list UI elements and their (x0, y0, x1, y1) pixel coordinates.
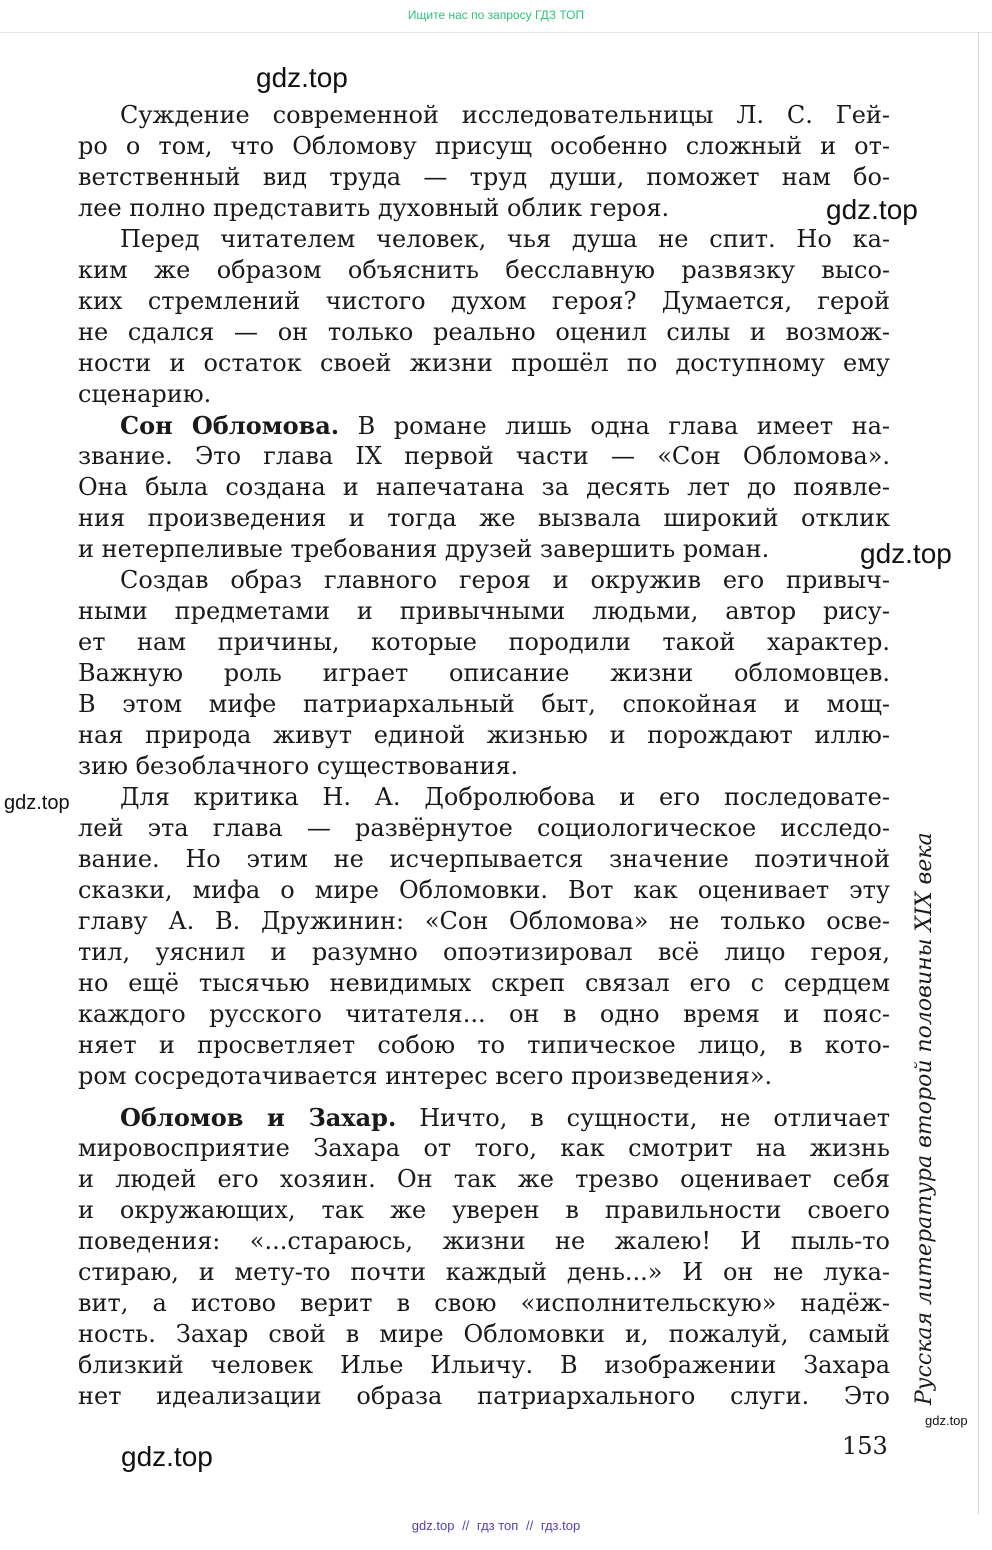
text-line: стираю, и мету-то почти каждый день...» И он не лука- (78, 1258, 890, 1286)
footer-link[interactable]: gdz.top (411, 1518, 455, 1533)
text-line: звание. Это глава IX первой части — «Сон Обломова». (78, 442, 890, 470)
text-line: зию безоблачного существования. (78, 752, 519, 780)
text-line: главу А. В. Дружинин: «Сон Обломова» не только осве- (78, 907, 890, 935)
top-banner (0, 0, 992, 33)
text-line: ветственный вид труда — труд души, поможет нам бо- (78, 163, 890, 191)
text-line: каждого русского читателя... он в одно время и пояс- (78, 1000, 890, 1028)
footer-link[interactable]: гдз.top (540, 1518, 581, 1533)
section-heading: Обломов и Захар. (120, 1103, 397, 1132)
text-line: Создав образ главного героя и окружив его привыч- (120, 566, 890, 594)
text-line: Суждение современной исследовательницы Л. С. Гей- (120, 101, 890, 129)
text-line: Важную роль играет описание жизни обломовцев. (78, 659, 890, 687)
text-line: мировосприятие Захара от того, как смотрит на жизнь (78, 1134, 890, 1162)
page-number: 153 (842, 1432, 888, 1460)
watermark: gdz.top (121, 1441, 213, 1472)
text-line: и окружающих, так же уверен в правильности своего (78, 1196, 890, 1224)
watermark: gdz.top (4, 792, 70, 814)
text-line: ния произведения и тогда же вызвала широкий отклик (78, 504, 890, 532)
text-line: В этом мифе патриархальный быт, спокойная и мощ- (78, 690, 890, 718)
text-line: вит, а истово верит в свою «исполнительскую» надёж- (78, 1289, 890, 1317)
text-line: Она была создана и напечатана за десять лет до появле- (78, 473, 890, 501)
text-line: нет идеализации образа патриархального слуги. Это (78, 1382, 890, 1410)
text-line: сценарию. (78, 380, 212, 408)
text-line: Для критика Н. А. Добролюбова и его последовате- (120, 783, 890, 811)
watermark: gdz.top (860, 538, 952, 569)
text-line: вание. Но этим не исчерпывается значение поэтичной (78, 845, 890, 873)
footer-separator: // (525, 1518, 534, 1533)
text-line: Перед читателем человек, чья душа не спит. Но ка- (120, 225, 890, 253)
text-line: Сон Обломова. В романе лишь одна глава имеет на- (120, 411, 891, 440)
text-line: Обломов и Захар. Ничто, в сущности, не отличает (120, 1103, 890, 1132)
footer-links (0, 1518, 992, 1533)
text-line: сказки, мифа о мире Обломовки. Вот как оценивает эту (78, 876, 890, 904)
watermark: gdz.top (925, 1413, 968, 1428)
page-edge-divider (978, 32, 979, 1514)
text-line: ких стремлений чистого духом героя? Думается, герой (78, 287, 890, 315)
text-line: ность. Захар свой в мире Обломовки и, пожалуй, самый (78, 1320, 890, 1348)
text-line: не сдался — он только реально оценил силы и возмож- (78, 318, 890, 346)
watermark: gdz.top (256, 62, 348, 93)
running-title: Русская литература второй половины XIX века (912, 832, 937, 1405)
footer-separator: // (462, 1518, 470, 1533)
text-line: тил, уяснил и разумно опоэтизировал всё лицо героя, (78, 938, 890, 966)
text-line: близкий человек Илье Ильичу. В изображении Захара (78, 1351, 890, 1379)
text-line: и нетерпеливые требования друзей завершить роман. (78, 535, 770, 563)
footer-link[interactable]: гдз топ (476, 1518, 519, 1533)
search-hint-link[interactable]: Ищите нас по запросу ГДЗ ТОП (407, 8, 585, 22)
text-line: лее полно представить духовный облик героя. (78, 194, 670, 222)
text-line: поведения: «...стараюсь, жизни не жалею! И пыль-то (78, 1227, 890, 1255)
text-line: ет нам причины, которые породили такой характер. (78, 628, 890, 656)
text-line: няет и просветляет собою то типическое лицо, в кото- (78, 1031, 890, 1059)
text-line: лей эта глава — развёрнутое социологическое исследо- (78, 814, 890, 842)
watermark: gdz.top (826, 194, 918, 225)
text-line: но ещё тысячью невидимых скреп связал его с сердцем (78, 969, 890, 997)
text-line: ром сосредотачивается интерес всего произведения». (78, 1062, 773, 1090)
text-line: ными предметами и привычными людьми, автор рису- (78, 597, 890, 625)
section-heading: Сон Обломова. (120, 411, 340, 440)
text-line: ная природа живут единой жизнью и порождают иллю- (78, 721, 890, 749)
text-line: ро о том, что Обломову присущ особенно сложный и от- (78, 132, 890, 160)
text-line: и людей его хозяин. Он так же трезво оценивает себя (78, 1165, 890, 1193)
text-line: ности и остаток своей жизни прошёл по доступному ему (78, 349, 890, 377)
text-line: ким же образом объяснить бесславную развязку высо- (78, 256, 890, 284)
